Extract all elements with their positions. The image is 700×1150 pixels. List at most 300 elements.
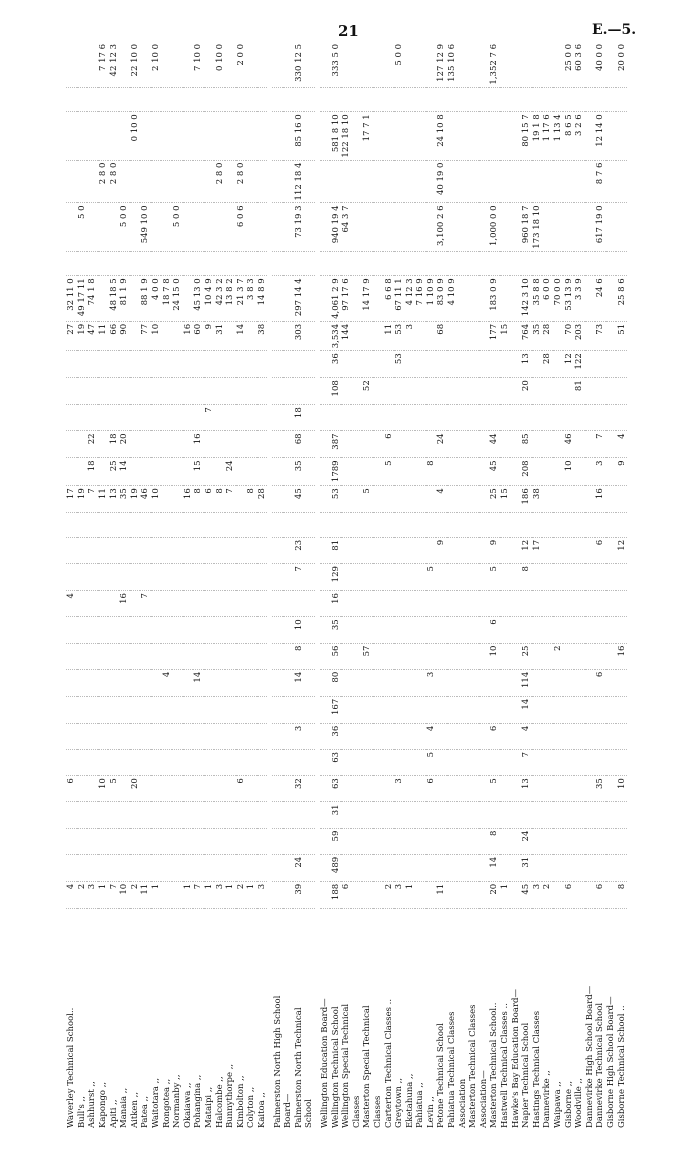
table-cell [257,405,268,431]
table-cell [161,458,172,486]
table-cell [479,564,490,591]
table-cell [532,723,543,749]
table-cell [283,828,294,854]
table-cell [257,802,268,828]
table-cell [362,617,373,643]
table-cell: 4 [436,486,447,513]
table-cell: 2 [77,881,88,908]
table-cell: 36 [330,351,341,378]
table-cell [553,87,564,112]
table-cell [77,251,88,276]
table-cell [404,617,415,643]
table-cell [479,112,490,160]
table-cell [521,802,532,828]
table-cell [77,723,88,749]
table-cell [500,276,511,322]
table-cell [373,431,384,458]
table-cell [66,160,77,203]
table-cell [373,828,384,854]
table-cell [500,749,511,775]
table-cell [457,87,468,112]
table-cell [606,203,617,251]
table-cell [246,776,257,802]
row-label: Manaia ,, [119,1087,130,1128]
table-cell [479,351,490,378]
table-cell [108,203,119,251]
table-cell [246,431,257,458]
table-cell [383,351,394,378]
table-cell [204,537,215,563]
table-cell [151,776,162,802]
table-cell: 2 8 0 [236,160,247,203]
table-cell [172,42,183,87]
table-cell [542,378,553,405]
table-cell [225,828,236,854]
table-cell: 8 [521,564,532,591]
table-cell [77,669,88,696]
table-cell [404,42,415,87]
table-cell [272,776,283,802]
table-cell: 7 [595,431,606,458]
table-cell [246,378,257,405]
table-cell: 10 [98,776,109,802]
table-cell: 549 10 0 [140,203,151,251]
table-cell [161,378,172,405]
table-cell [151,617,162,643]
table-cell [457,564,468,591]
table-cell [257,696,268,723]
table-row [225,42,236,1130]
table-cell: 19 [130,486,141,513]
table-cell [87,513,98,538]
table-cell: 122 18 10 [341,112,352,160]
table-cell [457,643,468,669]
table-cell [585,537,596,563]
table-cell [246,112,257,160]
table-cell [585,802,596,828]
row-label: Waverley Technical School.. [66,1007,77,1128]
table-cell [362,537,373,563]
table-cell [595,564,606,591]
table-cell [193,537,204,563]
table-cell [225,696,236,723]
table-cell [585,723,596,749]
table-cell [479,537,490,563]
table-cell [320,513,331,538]
table-cell [362,828,373,854]
table-cell [574,564,585,591]
table-row [257,42,268,1130]
table-cell [304,749,315,775]
table-cell [66,351,77,378]
table-cell [436,643,447,669]
table-cell [447,696,458,723]
table-cell [585,696,596,723]
row-label: Masterton Special Technical [362,1005,373,1128]
table-cell [510,321,521,350]
table-cell: 4 [616,431,627,458]
table-cell [585,749,596,775]
table-cell [87,564,98,591]
table-cell [272,458,283,486]
table-cell [574,881,585,908]
table-cell [468,802,479,828]
table-cell [87,696,98,723]
table-cell [183,351,194,378]
row-label: Patea ,, [140,1095,151,1128]
table-cell [447,749,458,775]
table-cell [542,696,553,723]
table-cell [468,458,479,486]
table-cell [246,723,257,749]
table-cell [351,776,362,802]
table-cell [236,854,247,881]
table-cell: 16 [595,486,606,513]
table-cell: 16 [616,643,627,669]
table-cell [404,669,415,696]
table-cell [447,643,458,669]
row-label: Association— [478,1070,489,1128]
table-cell [479,513,490,538]
table-cell [66,112,77,160]
table-cell [500,591,511,617]
table-cell [172,458,183,486]
table-cell: 3 [87,881,98,908]
table-cell [563,405,574,431]
table-cell: 32 11 0 [66,276,77,322]
table-cell: 10 [616,776,627,802]
table-cell [341,564,352,591]
table-cell [246,854,257,881]
table-cell [383,513,394,538]
table-row [479,42,490,1130]
table-cell [404,458,415,486]
table-cell [595,802,606,828]
table-cell [272,203,283,251]
table-cell [320,564,331,591]
table-cell [415,749,426,775]
table-cell [214,351,225,378]
table-cell [272,351,283,378]
table-cell [510,87,521,112]
table-cell [532,405,543,431]
table-cell [204,749,215,775]
table-cell [320,378,331,405]
table-cell [320,486,331,513]
table-cell [66,564,77,591]
table-cell [272,486,283,513]
table-cell [283,776,294,802]
table-cell: 10 [151,486,162,513]
table-cell: 173 18 10 [532,203,543,251]
table-cell [606,854,617,881]
table-cell [193,160,204,203]
table-cell [479,42,490,87]
table-cell [436,87,447,112]
table-cell [479,881,490,908]
table-cell: 22 10 0 [130,42,141,87]
table-cell [66,537,77,563]
table-cell: 135 10 6 [447,42,458,87]
table-cell [436,696,447,723]
table-cell [98,854,109,881]
table-cell [606,537,617,563]
table-cell [130,802,141,828]
table-cell [204,112,215,160]
table-cell [204,854,215,881]
table-cell [510,405,521,431]
table-cell [246,351,257,378]
table-cell [426,696,437,723]
table-cell [98,591,109,617]
table-cell [510,251,521,276]
table-cell [362,749,373,775]
table-cell [574,643,585,669]
table-cell: 4 [521,723,532,749]
table-cell [542,405,553,431]
table-cell [140,749,151,775]
table-cell [236,87,247,112]
table-cell [574,591,585,617]
table-cell [362,669,373,696]
table-cell [293,828,304,854]
table-cell [66,405,77,431]
table-cell [341,854,352,881]
table-cell [595,513,606,538]
table-cell [66,828,77,854]
table-cell [283,591,294,617]
table-cell: 3 [394,881,405,908]
table-cell: 68 [436,321,447,350]
table-cell [172,776,183,802]
table-cell [98,378,109,405]
table-cell [272,276,283,322]
table-cell [341,513,352,538]
table-cell [140,776,151,802]
table-cell: 35 8 8 [532,276,543,322]
table-cell [108,513,119,538]
table-cell: 47 [87,321,98,350]
table-cell [172,431,183,458]
table-cell: 35 [119,486,130,513]
table-cell [510,854,521,881]
table-cell: 3 [214,881,225,908]
table-cell [479,617,490,643]
table-cell [320,203,331,251]
table-cell [373,378,384,405]
table-cell: 3 2 6 [574,112,585,160]
table-cell [415,723,426,749]
table-cell [283,486,294,513]
table-cell [341,802,352,828]
table-cell [108,802,119,828]
table-cell [585,405,596,431]
table-cell [532,828,543,854]
table-cell [532,854,543,881]
table-row [283,42,294,1130]
table-row [489,42,500,1130]
row-label: Aitken ,, [129,1091,140,1128]
table-cell [373,564,384,591]
table-cell [236,431,247,458]
table-cell [553,160,564,203]
table-cell [574,486,585,513]
table-cell: 63 [330,776,341,802]
table-cell [204,431,215,458]
table-cell [225,669,236,696]
table-cell [351,42,362,87]
row-label: Hastwell Technical Classes .. [500,1003,511,1128]
table-cell [510,643,521,669]
table-cell: 4 [161,669,172,696]
table-cell [394,617,405,643]
table-cell [98,112,109,160]
table-cell: 44 [489,431,500,458]
table-cell: 203 [574,321,585,350]
table-cell: 40 0 0 [595,42,606,87]
table-cell [595,723,606,749]
table-cell [585,513,596,538]
table-cell [236,378,247,405]
table-cell [172,591,183,617]
table-cell [161,251,172,276]
table-cell [489,669,500,696]
table-cell [214,669,225,696]
table-cell [151,828,162,854]
table-cell [415,643,426,669]
table-cell [553,486,564,513]
table-cell [130,458,141,486]
table-cell [119,828,130,854]
table-cell: 5 0 [77,203,88,251]
table-cell [304,723,315,749]
table-cell [489,112,500,160]
table-cell [119,802,130,828]
table-cell [479,251,490,276]
table-cell [140,564,151,591]
row-label: Pohangina ,, [193,1074,204,1128]
table-row [373,42,384,1130]
table-cell [426,591,437,617]
table-cell [510,828,521,854]
table-cell: 2 8 0 [98,160,109,203]
table-cell [362,87,373,112]
table-cell [183,458,194,486]
table-cell: 66 [108,321,119,350]
table-cell [66,749,77,775]
table-cell [130,828,141,854]
table-cell [468,513,479,538]
table-cell: 5 [383,458,394,486]
table-cell [151,591,162,617]
table-cell [341,828,352,854]
table-cell [362,802,373,828]
table-cell [108,723,119,749]
table-cell [246,669,257,696]
table-row [457,42,468,1130]
table-cell: 1 [246,881,257,908]
table-cell [457,617,468,643]
table-cell [320,321,331,350]
row-label: School [304,1098,315,1128]
table-cell [77,405,88,431]
table-cell [225,251,236,276]
table-cell [394,749,405,775]
table-cell: 20 [489,881,500,908]
table-cell [183,802,194,828]
table-cell [553,513,564,538]
table-cell [283,276,294,322]
table-cell [225,203,236,251]
row-label: Napier Technical School [521,1022,532,1128]
table-cell [436,251,447,276]
table-cell [542,486,553,513]
table-cell: 74 1 8 [87,276,98,322]
table-cell [362,723,373,749]
table-cell: 5 [489,564,500,591]
table-cell [415,669,426,696]
table-cell: 18 [87,458,98,486]
table-cell [447,458,458,486]
table-cell [151,378,162,405]
table-cell [404,87,415,112]
table-cell [183,203,194,251]
table-cell [351,617,362,643]
table-cell [225,723,236,749]
row-label: Waitotara ,, [151,1077,162,1128]
table-cell [415,112,426,160]
table-cell: 2 [130,881,141,908]
table-cell [320,351,331,378]
table-cell [87,537,98,563]
table-cell [320,617,331,643]
table-cell: 5 0 0 [119,203,130,251]
table-cell [140,643,151,669]
table-cell [585,203,596,251]
table-row [320,42,331,1130]
table-cell [606,160,617,203]
table-cell [479,828,490,854]
table-cell [257,537,268,563]
table-cell [521,160,532,203]
table-cell [77,431,88,458]
row-label: Pahiatua Technical Classes [447,1011,458,1128]
table-row [66,42,77,1130]
table-cell [172,87,183,112]
table-cell [236,537,247,563]
table-cell: 28 [542,321,553,350]
table-cell [415,378,426,405]
table-cell [225,42,236,87]
table-cell [246,828,257,854]
table-cell [161,112,172,160]
table-cell [151,723,162,749]
table-cell [98,513,109,538]
table-cell [151,513,162,538]
table-cell [272,854,283,881]
table-cell: 97 17 6 [341,276,352,322]
table-cell [373,881,384,908]
table-cell [500,776,511,802]
table-cell: 17 7 1 [362,112,373,160]
table-cell [204,669,215,696]
table-cell [532,251,543,276]
table-cell [383,617,394,643]
table-cell [542,776,553,802]
table-cell [563,378,574,405]
table-cell: 617 19 0 [595,203,606,251]
table-cell [272,591,283,617]
